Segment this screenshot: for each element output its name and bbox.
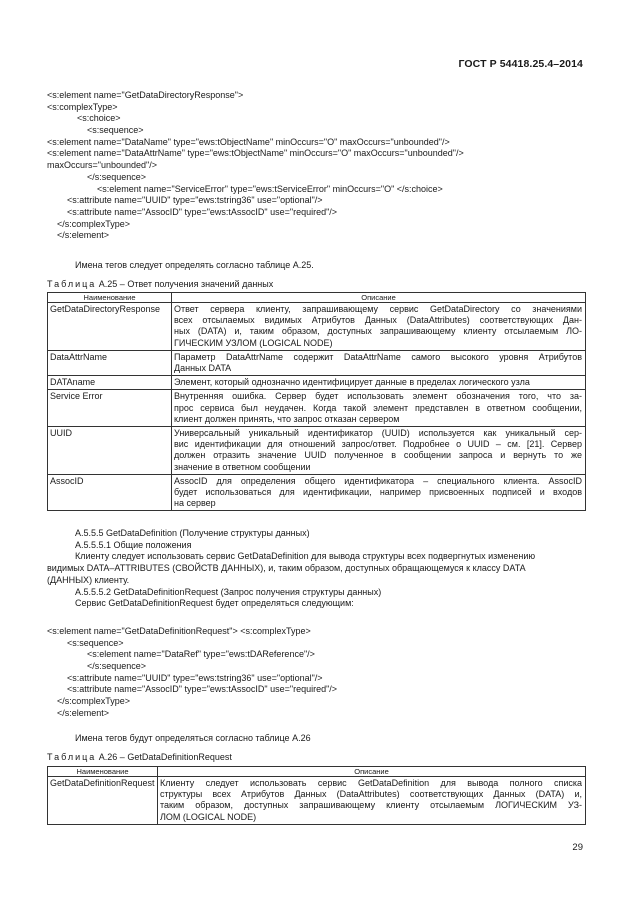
table-a26-caption bbox=[47, 752, 232, 762]
description-line: AssocID для определения общего идентификатора – специального клиента. AssocID bbox=[174, 475, 582, 486]
table-a25-caption bbox=[47, 279, 273, 289]
code-line: </s:element> bbox=[47, 230, 110, 241]
cell-name: GetDataDirectoryResponse bbox=[48, 303, 172, 351]
cell-name: UUID bbox=[48, 427, 172, 475]
caption-rest: А.25 – Ответ получения значений данных bbox=[96, 279, 274, 289]
cell-description bbox=[172, 303, 586, 351]
code-line: <s:choice> bbox=[47, 113, 121, 124]
section-line: A.5.5.5.2 GetDataDefinitionRequest (Запрос получения структуры данных) bbox=[75, 586, 382, 597]
description-line: клиент должен принять, что запрос отказан сервером bbox=[174, 413, 400, 424]
xml-code-block-2 bbox=[47, 626, 337, 720]
description-line: Универсальный уникальный идентификатор (UUID) используется как уникальный сер- bbox=[174, 428, 582, 439]
description-line: на сервер bbox=[174, 498, 216, 509]
cell-name: DATAname bbox=[48, 376, 172, 390]
table-row bbox=[48, 427, 586, 475]
code-line: </s:element> bbox=[47, 707, 110, 718]
section-a5555 bbox=[47, 528, 587, 610]
table-row bbox=[48, 474, 586, 511]
description-line: таким образом, доступных запрашивающему клиенту отсылаемым ЛОГИЧЕСКИМ УЗ- bbox=[160, 800, 582, 811]
page-number: 29 bbox=[572, 842, 583, 853]
cell-name: DataAttrName bbox=[48, 350, 172, 375]
code-line: <s:element name="GetDataDefinitionRequest"> <s:complexType> bbox=[47, 626, 311, 636]
table-header-row bbox=[48, 767, 586, 777]
section-line: Клиенту следует использовать сервис GetDataDefinition для вывода структуры всех подвергнутых изменению bbox=[75, 551, 536, 562]
paragraph-tags-a25 bbox=[47, 260, 587, 272]
description-line: будет использоваться для идентификации, например присвоенных подписей и входов bbox=[174, 487, 582, 498]
code-line: <s:complexType> bbox=[47, 101, 118, 112]
table-row bbox=[48, 350, 586, 375]
column-header-name: Наименование bbox=[48, 767, 158, 777]
cell-description bbox=[172, 427, 586, 475]
code-line: </s:sequence> bbox=[47, 661, 147, 672]
description-line: вис идентификации для отношений запрос/ответ. Подробнее о UUID – см. [21]. Сервер bbox=[174, 439, 582, 450]
table-row bbox=[48, 303, 586, 351]
code-line: <s:sequence> bbox=[47, 637, 124, 648]
xml-code-block-1 bbox=[47, 90, 464, 242]
code-line: <s:element name="ServiceError" type="ews:tServiceError" minOccurs="O" </s:choice> bbox=[47, 183, 443, 194]
cell-name: Service Error bbox=[48, 390, 172, 427]
code-line: <s:attribute name="AssocID" type="ews:tAssocID" use="required"/> bbox=[47, 206, 338, 217]
cell-name: GetDataDefinitionRequest bbox=[48, 777, 158, 825]
section-line: A.5.5.5.1 Общие положения bbox=[75, 539, 192, 550]
section-line: A.5.5.5 GetDataDefinition (Получение структуры данных) bbox=[75, 528, 310, 538]
cell-description bbox=[172, 376, 586, 390]
code-line: <s:element name="GetDataDirectoryResponse"> bbox=[47, 90, 244, 100]
cell-name: AssocID bbox=[48, 474, 172, 511]
description-line: всех отсылаемых видимых Атрибутов Данных (DataAttributes) соответствующих Дан- bbox=[174, 315, 582, 326]
document-id: ГОСТ Р 54418.25.4–2014 bbox=[458, 58, 583, 70]
caption-prefix: Таблица bbox=[47, 279, 97, 289]
code-line: <s:attribute name="UUID" type="ews:tstring36" use="optional"/> bbox=[47, 672, 323, 683]
column-header-description: Описание bbox=[158, 767, 586, 777]
table-row bbox=[48, 390, 586, 427]
code-line: <s:element name="DataAttrName" type="ews:tObjectName" minOccurs="O" maxOccurs="unbounded"/> bbox=[47, 148, 464, 159]
column-header-description: Описание bbox=[172, 293, 586, 303]
paragraph-tags-a26 bbox=[47, 733, 587, 745]
column-header-name: Наименование bbox=[48, 293, 172, 303]
description-line: ГИЧЕСКИМ УЗЛОМ (LOGICAL NODE) bbox=[174, 337, 333, 348]
table-a25 bbox=[47, 292, 586, 511]
description-line: Элемент, который однозначно идентифицирует данные в пределах логического узла bbox=[174, 377, 530, 388]
description-line: прос сервиса был неудачен. Когда такой элемент представлен в ответном сообщении, bbox=[174, 402, 582, 413]
description-line: структуры всех Атрибутов Данных (DataAttributes) соответствующих Данных (DATA) и, bbox=[160, 789, 582, 800]
code-line: <s:attribute name="AssocID" type="ews:tAssocID" use="required"/> bbox=[47, 684, 338, 695]
description-line: Клиенту следует использовать сервис GetDataDefinition для вывода полного списка bbox=[160, 778, 582, 788]
description-line: Ответ сервера клиенту, запрашивающему сервис GetDataDirectory со значениями bbox=[174, 304, 582, 314]
cell-description bbox=[172, 474, 586, 511]
code-line: maxOccurs="unbounded"/> bbox=[47, 160, 157, 171]
cell-description bbox=[158, 777, 586, 825]
description-line: ЛОМ (LOGICAL NODE) bbox=[160, 811, 257, 822]
code-line: <s:sequence> bbox=[47, 125, 144, 136]
code-line: <s:element name="DataName" type="ews:tObjectName" minOccurs="O" maxOccurs="unbounded"/> bbox=[47, 136, 450, 147]
table-row bbox=[48, 777, 586, 825]
code-line: </s:complexType> bbox=[47, 218, 131, 229]
section-line: видимых DATA–ATTRIBUTES (СВОЙСТВ ДАННЫХ), и, таким образом, доступных обращающемуся к классу DATA bbox=[47, 563, 526, 574]
caption-prefix: Таблица bbox=[47, 752, 97, 762]
code-line: <s:element name="DataRef" type="ews:tDAReference"/> bbox=[47, 649, 315, 660]
caption-rest: А.26 – GetDataDefinitionRequest bbox=[96, 752, 232, 762]
description-line: Параметр DataAttrName содержит DataAttrName самого высокого уровня Атрибутов bbox=[174, 351, 582, 362]
description-line: значение в ответном сообщении bbox=[174, 461, 311, 472]
description-line: должен отразить значение UUID полученное в сообщении запроса и вернуть то же bbox=[174, 450, 582, 461]
code-line: <s:attribute name="UUID" type="ews:tstring36" use="optional"/> bbox=[47, 195, 323, 206]
table-header-row bbox=[48, 293, 586, 303]
section-line: (ДАННЫХ) клиенту. bbox=[47, 574, 130, 585]
cell-description bbox=[172, 390, 586, 427]
section-line: Сервис GetDataDefinitionRequest будет определяться следующим: bbox=[75, 598, 354, 609]
table-a26 bbox=[47, 766, 586, 825]
paragraph-text: Имена тегов будут определяться согласно таблице А.26 bbox=[75, 733, 311, 743]
description-line: Данных DATA bbox=[174, 363, 232, 374]
table-row bbox=[48, 376, 586, 390]
cell-description bbox=[172, 350, 586, 375]
paragraph-text: Имена тегов следует определять согласно таблице А.25. bbox=[75, 260, 314, 270]
description-line: ных (DATA) и, таким образом, доступных запрашивающему клиенту отсылаемым ЛО- bbox=[174, 326, 582, 337]
code-line: </s:complexType> bbox=[47, 696, 131, 707]
description-line: Внутренняя ошибка. Сервер будет использовать элемент обозначения того, что за- bbox=[174, 391, 582, 402]
code-line: </s:sequence> bbox=[47, 171, 147, 182]
